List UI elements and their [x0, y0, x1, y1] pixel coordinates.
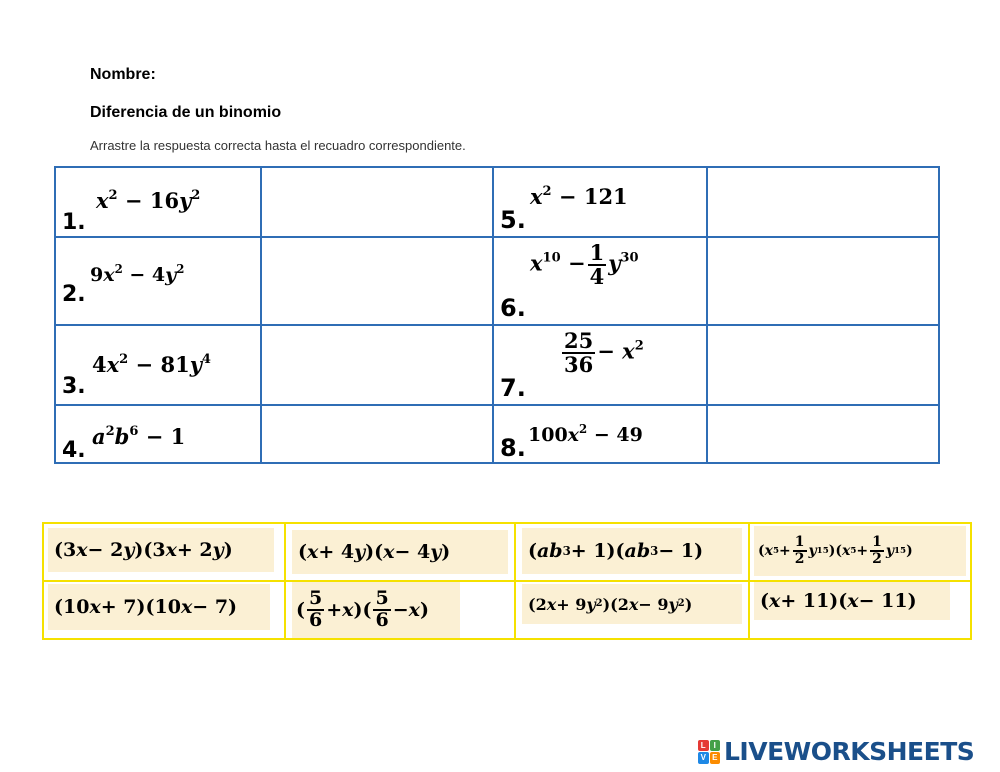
question-number: 1.	[62, 210, 86, 235]
question-number: 6.	[500, 294, 526, 322]
answer-card[interactable]: (10 x + 7)(10 x − 7)	[48, 584, 270, 630]
question-expression: $100x^2 - 49$	[528, 421, 643, 446]
drop-box-4[interactable]	[262, 406, 492, 462]
drop-box-6[interactable]	[708, 238, 938, 324]
question-expression: $a^2b^6 - 1$	[92, 423, 186, 449]
answer-card[interactable]: ( ab 3 + 1)( ab 3 − 1)	[522, 528, 742, 574]
question-number: 3.	[62, 374, 86, 399]
drop-box-5[interactable]	[708, 168, 938, 236]
question-expression: $\frac{25}{36}$ − $x^2$	[564, 328, 644, 378]
question-expression: $x^2 - 121$	[530, 183, 628, 209]
answer-bank	[42, 522, 972, 640]
logo-text: LIVEWORKSHEETS	[724, 737, 975, 766]
question-number: 5.	[500, 206, 526, 234]
liveworksheets-logo	[698, 737, 974, 766]
drop-box-2[interactable]	[262, 238, 492, 324]
drop-box-7[interactable]	[708, 326, 938, 404]
answer-card[interactable]: ( x + 11)( x − 11)	[754, 582, 950, 620]
drop-box-3[interactable]	[262, 326, 492, 404]
question-number: 8.	[500, 434, 526, 462]
worksheet-title: Diferencia de un binomio	[90, 104, 282, 121]
instructions: Arrastre la respuesta correcta hasta el recuadro correspondiente.	[90, 138, 466, 153]
question-number: 4.	[62, 438, 86, 463]
logo-badge-icon: L I V E	[698, 740, 720, 764]
answer-card[interactable]: ( $\frac{5}{6}$ + x )( $\frac{5}{6}$ − x )	[292, 582, 460, 638]
question-expression: $x^{10}$ − $\frac{1}{4}$ $y^{30}$	[530, 240, 639, 290]
question-table	[54, 166, 940, 464]
answer-card[interactable]: (2 x + 9 y 2 )(2 x − 9 y 2 )	[522, 584, 742, 624]
answer-card[interactable]: ( x 5 + $\frac{1}{2}$ y 15 )( x 5 + $\frac{1}{2}$ y 15 )	[754, 526, 966, 576]
question-expression: $4x^2 - 81y^4$	[92, 351, 211, 377]
question-number: 7.	[500, 374, 526, 402]
question-number: 2.	[62, 282, 86, 307]
answer-card[interactable]: ( x + 4 y )( x − 4 y )	[292, 530, 508, 574]
answer-card[interactable]: (3 x − 2 y )(3 x + 2 y )	[48, 528, 274, 572]
drop-box-1[interactable]	[262, 168, 492, 236]
question-expression: $9x^2 - 4y^2$	[90, 261, 185, 286]
question-expression: $x^2 - 16y^2$	[96, 187, 201, 213]
drop-box-8[interactable]	[708, 406, 938, 462]
name-label: Nombre:	[90, 66, 156, 83]
